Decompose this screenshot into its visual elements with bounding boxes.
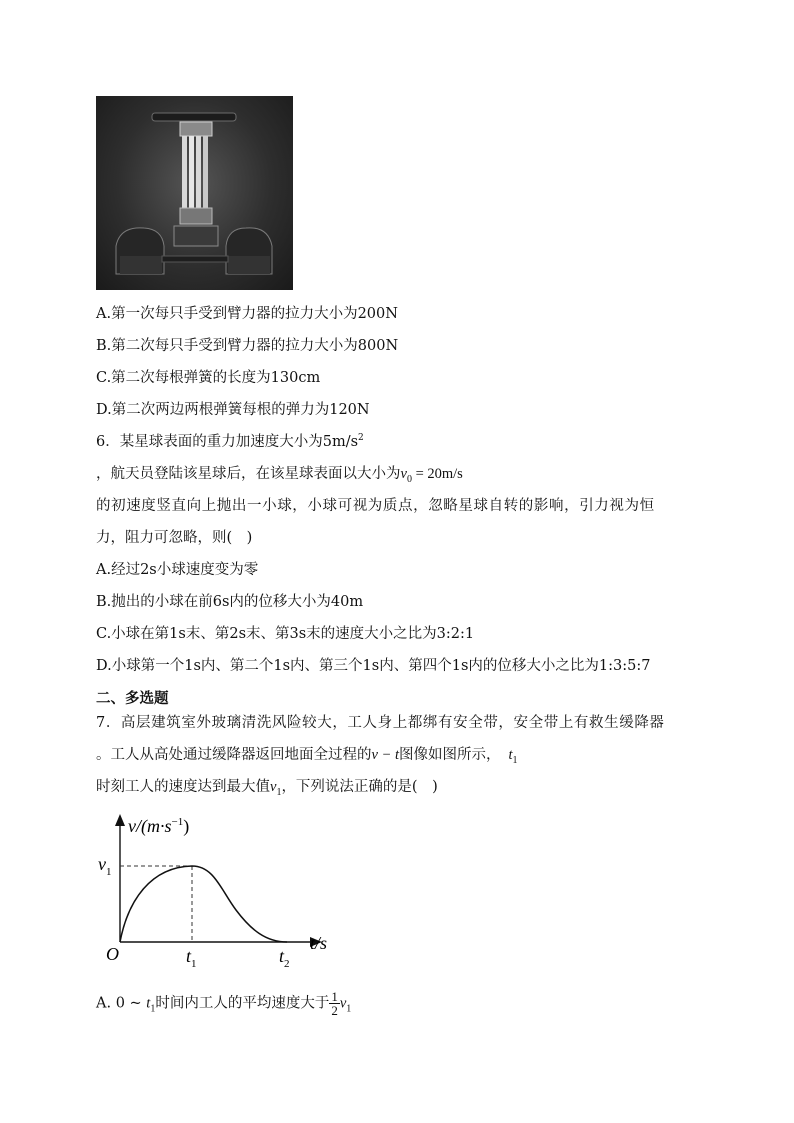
section-heading-multiple-choice: 二、多选题 — [96, 690, 169, 707]
y-axis-label — [128, 816, 189, 837]
q7-option-a-v1-subscript: 1 — [346, 1003, 352, 1015]
q7-stem-text-2: 图像如图所示， — [399, 747, 501, 763]
y-axis-label-text: v/(m·s — [128, 816, 172, 836]
q7-stem-line1: 7．高层建筑室外玻璃清洗风险较大，工人身上都绑有安全带，安全带上有救生缓降器 — [96, 715, 665, 731]
q6-stem-line2 — [96, 462, 463, 485]
q5-option-a: A.第一次每只手受到臂力器的拉力大小为200N — [96, 306, 398, 322]
q7-t1-subscript: 1 — [512, 755, 518, 766]
q7-stem-line2 — [96, 743, 518, 766]
q7-option-a-fraction — [329, 990, 340, 1017]
q6-option-c: C.小球在第1s末、第2s末、第3s末的速度大小之比为3:2:1 — [96, 626, 475, 642]
v1-tick-symbol: v — [98, 854, 106, 874]
q6-stem-text: ，航天员登陆该星球后，在该星球表面以大小为 — [96, 466, 401, 482]
t2-tick-label — [279, 946, 290, 970]
q5-option-d: D.第二次两边两根弹簧每根的弹力为120N — [96, 402, 370, 418]
y-axis-label-exponent: −1 — [171, 816, 184, 828]
chest-expander-drawing — [96, 96, 293, 290]
q5-option-b: B.第二次每只手受到臂力器的拉力大小为800N — [96, 338, 399, 354]
q7-v1-symbol: v — [270, 779, 277, 795]
q6-stem-line3: 的初速度竖直向上抛出一小球，小球可视为质点，忽略星球自转的影响，引力视为恒 — [96, 498, 655, 514]
y-axis-arrow-icon — [115, 814, 125, 826]
q6-v0-subscript: 0 — [406, 474, 412, 485]
q6-option-d: D.小球第一个1s内、第二个1s内、第三个1s内、第四个1s内的位移大小之比为1:3:5:7 — [96, 658, 651, 674]
q7-option-a-prefix: A. 0 ~ — [96, 995, 147, 1012]
t1-tick-symbol: t — [186, 946, 192, 966]
t2-tick-subscript: 2 — [284, 958, 290, 970]
t2-tick-symbol: t — [279, 946, 285, 966]
q6-stem-line4: 力，阻力可忽略，则( ) — [96, 530, 253, 546]
v1-tick-subscript: 1 — [106, 866, 112, 878]
y-axis-label-close: ) — [183, 816, 190, 836]
v1-tick-label — [98, 854, 112, 878]
vt-graph — [96, 810, 356, 980]
q6-v0-symbol: v — [400, 466, 407, 482]
q7-option-a — [96, 990, 351, 1023]
q7-stem-text: 时刻工人的速度达到最大值 — [96, 779, 270, 795]
q7-stem-text-3: ，下列说法正确的是( ) — [281, 779, 438, 795]
x-axis-label: t/s — [310, 933, 328, 953]
q7-t1-symbol: t — [508, 747, 513, 763]
q7-vt-symbol: v − t — [371, 747, 399, 763]
fraction-denominator: 2 — [331, 1003, 338, 1018]
q5-option-c: C.第二次每根弹簧的长度为130cm — [96, 370, 321, 386]
q6-option-b: B.抛出的小球在前6s内的位移大小为40m — [96, 594, 364, 610]
t1-tick-subscript: 1 — [191, 958, 197, 970]
vt-graph-svg — [96, 810, 356, 980]
q6-unit-exponent: 2 — [358, 433, 364, 443]
q6-stem-line1 — [96, 430, 364, 451]
q7-option-a-text: 时间内工人的平均速度大于 — [155, 995, 330, 1012]
q6-v0-value: = 20m/s — [411, 466, 463, 482]
q6-option-a: A.经过2s小球速度变为零 — [96, 562, 259, 578]
q7-v1-subscript: 1 — [276, 787, 282, 798]
q7-stem-text: 。工人从高处通过缓降器返回地面全过程的 — [96, 747, 372, 763]
q7-option-a-t1-subscript: 1 — [150, 1003, 156, 1015]
velocity-curve — [120, 866, 287, 942]
q6-stem-text: 6．某星球表面的重力加速度大小为5m/s — [96, 434, 359, 450]
chest-expander-photo — [96, 96, 293, 290]
t1-tick-label — [186, 946, 197, 970]
q7-option-a-v1-symbol: v — [339, 995, 347, 1012]
q7-stem-line3 — [96, 775, 438, 798]
origin-label: O — [106, 944, 119, 964]
q7-option-a-t1-symbol: t — [146, 995, 151, 1012]
fraction-numerator: 1 — [331, 989, 338, 1004]
